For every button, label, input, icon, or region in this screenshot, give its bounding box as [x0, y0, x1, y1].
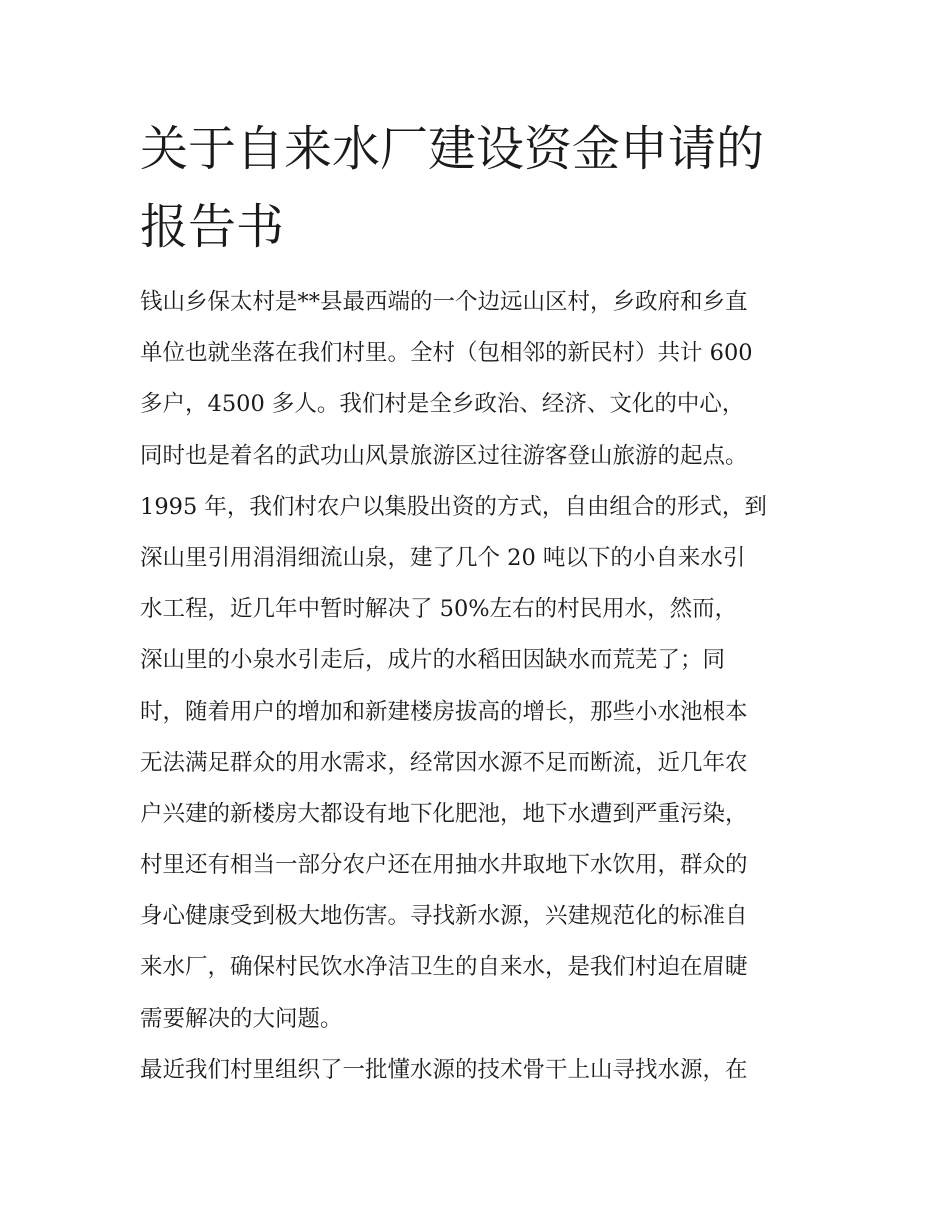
text-line: 户兴建的新楼房大都设有地下化肥池，地下水遭到严重污染， — [140, 800, 748, 827]
text-line: 村里还有相当一部分农户还在用抽水井取地下水饮用，群众的 — [140, 852, 748, 879]
text-line: 多户，4500 多人。我们村是全乡政治、经济、文化的中心， — [140, 391, 745, 418]
text-line: 水工程，近几年中暂时解决了 50%左右的村民用水，然而， — [140, 596, 738, 623]
text-line: 最近我们村里组织了一批懂水源的技术骨干上山寻找水源，在 — [140, 1056, 748, 1083]
text-line: 来水厂，确保村民饮水净洁卫生的自来水，是我们村迫在眉睫 — [140, 954, 748, 981]
document-title — [140, 110, 820, 266]
text-line: 单位也就坐落在我们村里。全村（包相邻的新民村）共计 600 — [140, 340, 753, 367]
document-body — [140, 280, 840, 1099]
text-line: 身心健康受到极大地伤害。寻找新水源，兴建规范化的标准自 — [140, 903, 748, 930]
text-line: 深山里引用涓涓细流山泉，建了几个 20 吨以下的小自来水引 — [140, 544, 746, 571]
paragraph-1 — [140, 280, 840, 1048]
text-line: 同时也是着名的武功山风景旅游区过往游客登山旅游的起点。 — [140, 442, 748, 469]
title-line: 关于自来水厂建设资金申请的 — [140, 121, 765, 177]
paragraph-2 — [140, 1048, 840, 1099]
text-line: 深山里的小泉水引走后，成片的水稻田因缺水而荒芜了；同 — [140, 647, 726, 674]
title-line: 报告书 — [140, 199, 285, 255]
text-line: 1995 年，我们村农户以集股出资的方式，自由组合的形式，到 — [140, 493, 767, 520]
text-line: 时，随着用户的增加和新建楼房拔高的增长，那些小水池根本 — [140, 698, 748, 725]
text-line: 钱山乡保太村是**县最西端的一个边远山区村，乡政府和乡直 — [140, 289, 748, 315]
text-line: 无法满足群众的用水需求，经常因水源不足而断流，近几年农 — [140, 749, 748, 776]
text-line: 需要解决的大问题。 — [140, 1005, 343, 1032]
